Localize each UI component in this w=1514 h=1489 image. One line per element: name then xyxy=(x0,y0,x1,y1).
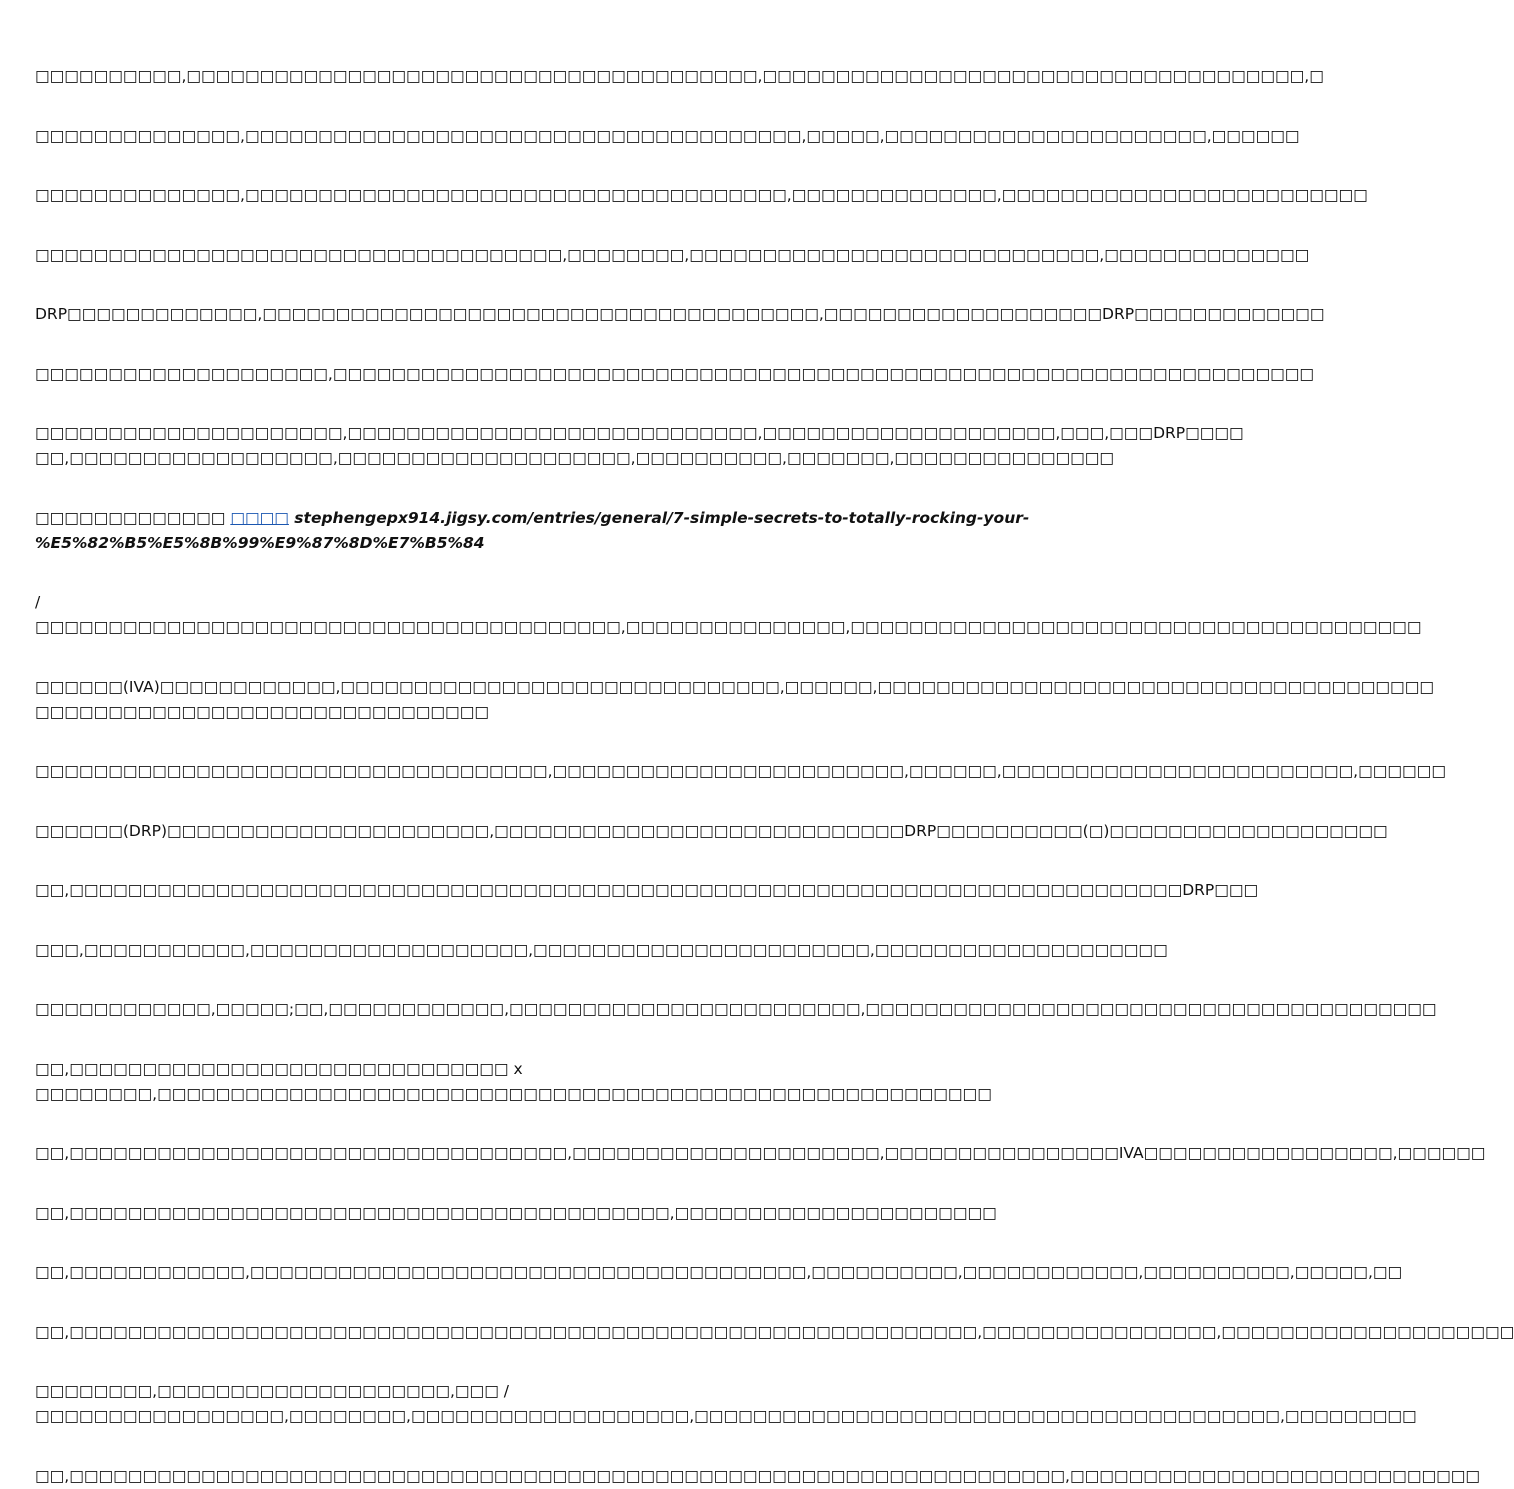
link-line-1 xyxy=(35,506,1030,531)
paragraph-16 xyxy=(35,1141,1486,1166)
paragraph-10 xyxy=(35,759,1446,784)
paragraph-line: □□,□□□□□□□□□□□□□□□□□□,□□□□□□□□□□□□□□□□□□□□,□□□□□□□□□□,□□□□□□□,□□□□□□□□□□□□□□□ xyxy=(35,449,1115,467)
paragraph-3 xyxy=(35,183,1368,208)
paragraph-iva xyxy=(35,675,1434,725)
paragraph-line: □□,□□□□□□□□□□□□□□□□□□□□□□□□□□□□□□□□□□,□□□□□□□□□□□□□□□□□□□□□,□□□□□□□□□□□□□□□□IVA□□□□□□□□□□□□□□□□□,□□□□□□ xyxy=(35,1144,1486,1162)
link-line-2 xyxy=(35,531,990,556)
paragraph-line: □□□□□□□□□□□□□□,□□□□□□□□□□□□□□□□□□□□□□□□□□□□□□□□□□□□□□,□□□□□,□□□□□□□□□□□□□□□□□□□□□□,□□□□□□ xyxy=(35,126,1300,145)
paragraph-line: □□□,□□□□□□□□□□□,□□□□□□□□□□□□□□□□□□□,□□□□□□□□□□□□□□□□□□□□□□□,□□□□□□□□□□□□□□□□□□□□ xyxy=(35,940,1168,959)
paragraph-line: DRP□□□□□□□□□□□□□,□□□□□□□□□□□□□□□□□□□□□□□□□□□□□□□□□□□□□□,□□□□□□□□□□□□□□□□□□□DRP□□□□□□□□□□□□□ xyxy=(35,305,1325,323)
link-url-part-1[interactable]: stephengepx914.jigsy.com/entries/general/7-simple-secrets-to-totally-rocking-your- xyxy=(288,508,1030,527)
paragraph-line: □□□□□□□□□□□□□□□□□,□□□□□□□□,□□□□□□□□□□□□□□□□□□□,□□□□□□□□□□□□□□□□□□□□□□□□□□□□□□□□□□□□□□□□,□□□□□□□□□ xyxy=(35,1407,1417,1425)
paragraph-line: □□□□□□□□,□□□□□□□□□□□□□□□□□□□□,□□□ / xyxy=(35,1382,509,1400)
paragraph-line: □□,□□□□□□□□□□□□□□□□□□□□□□□□□□□□□□□□□□□□□□□□□□□□□□□□□□□□□□□□□□□□□□,□□□□□□□□□□□□□□□□,□□□□□□□□□□□□□□□□□□□□ xyxy=(35,1322,1514,1341)
paragraph-line: □□□□□□□□□□□□□□□□□□□□□□□□□□□□□□□ xyxy=(35,702,489,721)
paragraph-line: / xyxy=(35,593,41,611)
paragraph-19 xyxy=(35,1320,1514,1345)
paragraph-13 xyxy=(35,938,1168,963)
document-page xyxy=(35,64,1514,1485)
paragraph-17 xyxy=(35,1201,997,1226)
link-url-part-2[interactable]: %E5%82%B5%E5%8B%99%E9%87%8D%E7%B5%84 xyxy=(35,533,485,552)
hyperlink[interactable]: □□□□ xyxy=(230,508,289,527)
paragraph-15 xyxy=(35,1057,990,1107)
paragraph-line: □□,□□□□□□□□□□□□,□□□□□□□□□□□□□□□□□□□□□□□□□□□□□□□□□□□□□□,□□□□□□□□□□,□□□□□□□□□□□□,□□□□□□□□□□,□□□□□,□□ xyxy=(35,1263,1403,1281)
paragraph-line: □□□□□□□□□□,□□□□□□□□□□□□□□□□□□□□□□□□□□□□□□□□□□□□□□□,□□□□□□□□□□□□□□□□□□□□□□□□□□□□□□□□□□□□□,□ xyxy=(35,67,1324,85)
paragraph-20 xyxy=(35,1379,1417,1429)
paragraph-line: □□□□□□□□□□□□□□□□□□□□,□□□□□□□□□□□□□□□□□□□□□□□□□□□□□□□□□□□□□□□□□□□□□□□□□□□□□□□□□□□□□□□□□□□ xyxy=(35,364,1315,383)
paragraph-line: □□□□□□□□□□□□□□□□□□□□□□□□□□□□□□□□□□□□□□□□,□□□□□□□□□□□□□□□,□□□□□□□□□□□□□□□□□□□□□□□□□□□□□□□□□□□□□□□ xyxy=(35,618,1422,636)
paragraph-line: □□□□□□□□,□□□□□□□□□□□□□□□□□□□□□□□□□□□□□□□□□□□□□□□□□□□□□□□□□□□□□□□□□ xyxy=(35,1084,992,1103)
paragraph-line: □□□□□□□□□□□□□□□□□□□□□,□□□□□□□□□□□□□□□□□□□□□□□□□□□□,□□□□□□□□□□□□□□□□□□□□,□□□,□□□DRP□□□□ xyxy=(35,424,1244,442)
paragraph-line: □□□□□□□□□□□□,□□□□□;□□,□□□□□□□□□□□□,□□□□□□□□□□□□□□□□□□□□□□□□,□□□□□□□□□□□□□□□□□□□□□□□□□□□□□□□□□□□□□□□ xyxy=(35,1000,1437,1018)
paragraph-drp xyxy=(35,819,1388,844)
paragraph-2 xyxy=(35,124,1300,149)
slash-paragraph xyxy=(35,590,1422,640)
paragraph-6 xyxy=(35,362,1315,387)
link-paragraph xyxy=(35,506,1030,556)
paragraph-7 xyxy=(35,421,1244,471)
link-prefix: □□□□□□□□□□□□□ xyxy=(35,508,231,527)
paragraph-21 xyxy=(35,1464,1481,1489)
paragraph-line: □□,□□□□□□□□□□□□□□□□□□□□□□□□□□□□□□ x xyxy=(35,1059,523,1078)
paragraph-line: □□,□□□□□□□□□□□□□□□□□□□□□□□□□□□□□□□□□□□□□□□□□□□□□□□□□□□□□□□□□□□□□□□□□□□□□□□□□□□□DRP□□□ xyxy=(35,881,1259,899)
paragraph-line: □□,□□□□□□□□□□□□□□□□□□□□□□□□□□□□□□□□□□□□□□□□□,□□□□□□□□□□□□□□□□□□□□□□ xyxy=(35,1203,997,1222)
paragraph-18 xyxy=(35,1260,1403,1285)
paragraph-line: □□□□□□(DRP)□□□□□□□□□□□□□□□□□□□□□□,□□□□□□□□□□□□□□□□□□□□□□□□□□□□DRP□□□□□□□□□□(□)□□□□□□□□□□□□□□□□□□□ xyxy=(35,821,1388,840)
paragraph-12 xyxy=(35,878,1259,903)
paragraph-5 xyxy=(35,302,1325,327)
paragraph-line: □□□□□□(IVA)□□□□□□□□□□□□,□□□□□□□□□□□□□□□□□□□□□□□□□□□□□□,□□□□□□,□□□□□□□□□□□□□□□□□□□□□□□□□□□□□□□□□□□□□□ xyxy=(35,677,1434,696)
paragraph-line: □□□□□□□□□□□□□□□□□□□□□□□□□□□□□□□□□□□□,□□□□□□□□,□□□□□□□□□□□□□□□□□□□□□□□□□□□□,□□□□□□□□□□□□□□ xyxy=(35,245,1310,264)
paragraph-4 xyxy=(35,243,1310,268)
paragraph-line: □□□□□□□□□□□□□□,□□□□□□□□□□□□□□□□□□□□□□□□□□□□□□□□□□□□□,□□□□□□□□□□□□□□,□□□□□□□□□□□□□□□□□□□□□□□□□ xyxy=(35,186,1368,204)
paragraph-line: □□,□□□□□□□□□□□□□□□□□□□□□□□□□□□□□□□□□□□□□□□□□□□□□□□□□□□□□□□□□□□□□□□□□□□□,□□□□□□□□□□□□□□□□□□□□□□□□□□□□ xyxy=(35,1466,1481,1485)
paragraph-1 xyxy=(35,64,1324,89)
paragraph-line: □□□□□□□□□□□□□□□□□□□□□□□□□□□□□□□□□□□,□□□□□□□□□□□□□□□□□□□□□□□□,□□□□□□,□□□□□□□□□□□□□□□□□□□□□□□□,□□□□□□ xyxy=(35,762,1446,780)
paragraph-14 xyxy=(35,997,1437,1022)
